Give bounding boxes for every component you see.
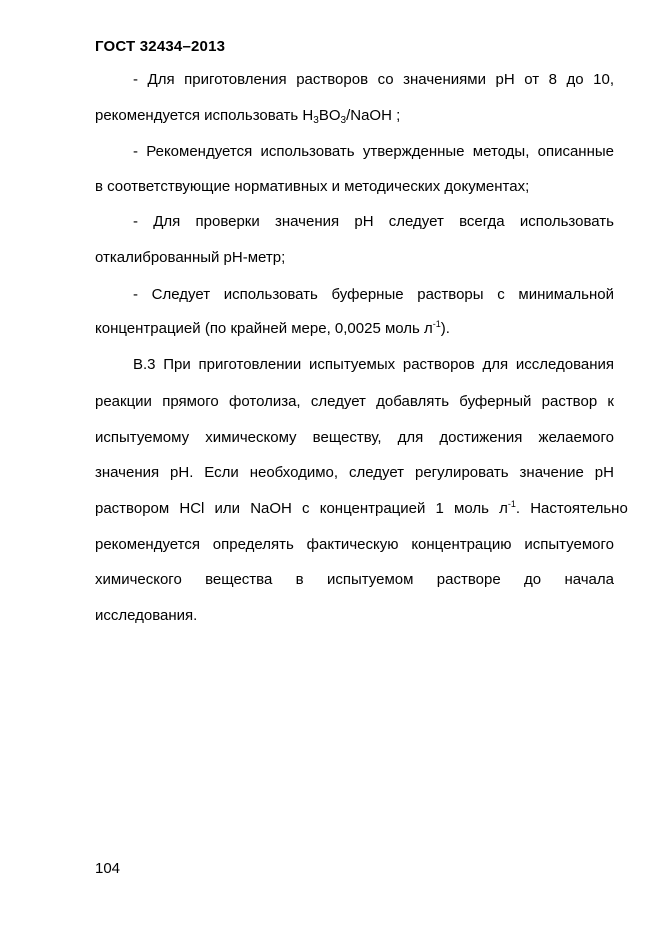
paragraph-5-line-2: реакции прямого фотолиза, следует добавлять буферный раствор к — [95, 393, 614, 410]
paragraph-5-text-a: раствором HCl или NaOH с концентрацией 1 моль л — [95, 500, 508, 517]
superscript-minus-one-second: -1 — [507, 499, 516, 509]
document-header: ГОСТ 32434–2013 — [95, 38, 226, 55]
paragraph-2-line-1: - Рекомендуется использовать утвержденные методы, описанные — [133, 143, 614, 160]
paragraph-1-text-a: рекомендуется использовать H — [95, 107, 314, 124]
paragraph-3-line-2: откалиброванный рН-метр; — [95, 249, 286, 266]
paragraph-5-line-7: химического вещества в испытуемом растворе до начала — [95, 571, 614, 588]
paragraph-3-line-1: - Для проверки значения рН следует всегда использовать — [133, 213, 614, 230]
superscript-minus-one: -1 — [432, 319, 441, 329]
paragraph-1-text-c: /NaOH ; — [346, 107, 401, 124]
paragraph-5-line-8: исследования. — [95, 607, 198, 624]
paragraph-5-text-b: . Настоятельно — [515, 500, 628, 517]
paragraph-5-line-1: В.3 При приготовлении испытуемых растворов для исследования — [133, 356, 614, 373]
subscript-3-second: 3 — [340, 115, 347, 126]
paragraph-5-line-6: рекомендуется определять фактическую концентрацию испытуемого — [95, 536, 614, 553]
paragraph-4-text-a: концентрацией (по крайней мере, 0,0025 моль л — [95, 320, 433, 337]
paragraph-5-line-4: значения рН. Если необходимо, следует регулировать значение рН — [95, 464, 614, 481]
paragraph-1-line-2 — [95, 107, 614, 125]
paragraph-1-line-1: - Для приготовления растворов со значениями рН от 8 до 10, — [133, 71, 614, 88]
paragraph-4-text-b: ). — [440, 320, 450, 337]
paragraph-4-line-1: - Следует использовать буферные растворы с минимальной — [133, 286, 614, 303]
subscript-3: 3 — [313, 115, 319, 126]
paragraph-5-line-5 — [95, 499, 628, 518]
page-number: 104 — [95, 860, 121, 877]
paragraph-4-line-2 — [95, 320, 614, 338]
paragraph-2-line-2: в соответствующие нормативных и методических документах; — [95, 178, 530, 195]
paragraph-5-line-3: испытуемому химическому веществу, для достижения желаемого — [95, 429, 614, 446]
paragraph-1-text-b: BO — [318, 107, 341, 124]
